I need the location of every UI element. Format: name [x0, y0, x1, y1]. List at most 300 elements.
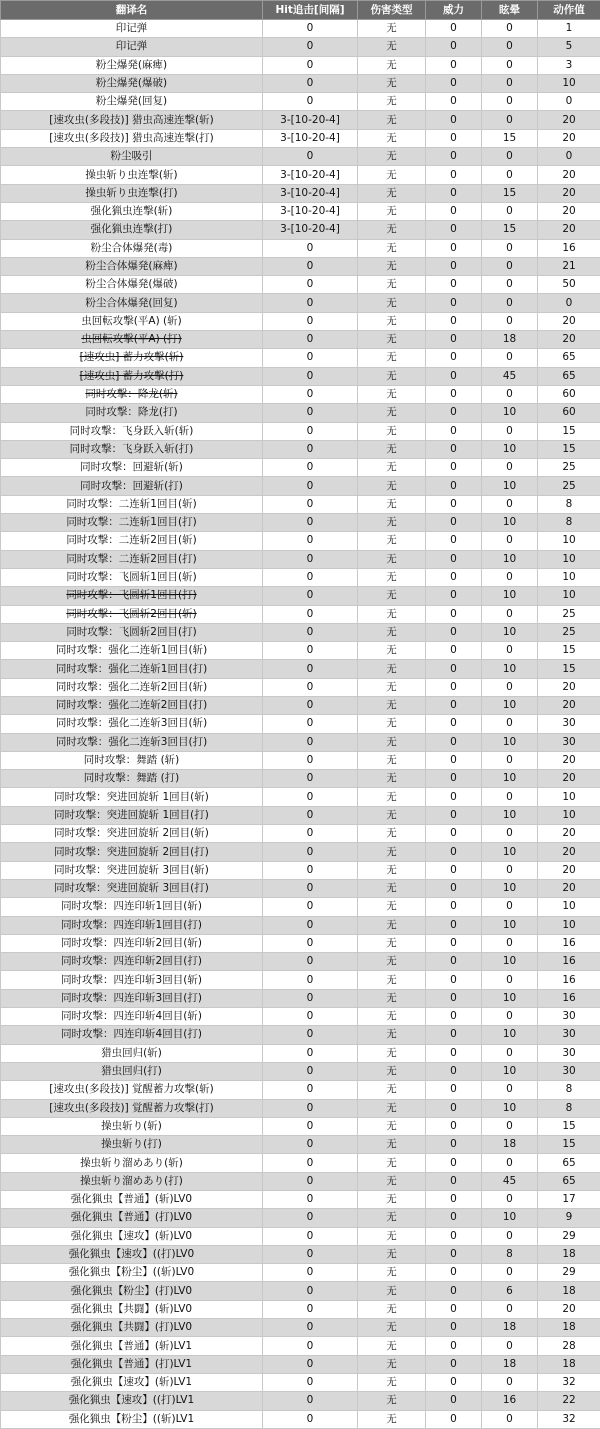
- cell-hit: 0: [263, 623, 358, 641]
- cell-name: [1, 550, 263, 568]
- cell-damage-type: 无: [358, 550, 426, 568]
- cell-name-text: 同时攻撃：四连印斩3回目(打): [61, 992, 202, 1004]
- cell-power: 0: [426, 385, 482, 403]
- cell-name-text: 同时攻撃：强化二连斩3回目(斩): [56, 717, 207, 729]
- cell-motion-value: 29: [538, 1264, 600, 1282]
- cell-damage-type: 无: [358, 934, 426, 952]
- cell-motion-value: 30: [538, 1008, 600, 1026]
- table-row: [1, 202, 600, 220]
- cell-name-text: 强化猟虫【普通】(打)LV1: [71, 1358, 192, 1370]
- cell-stun: 0: [482, 1044, 538, 1062]
- cell-stun: 15: [482, 221, 538, 239]
- cell-damage-type: 无: [358, 331, 426, 349]
- cell-name-text: 同时攻撃：二连斩2回目(打): [66, 553, 196, 565]
- table-row: [1, 1062, 600, 1080]
- cell-hit: 0: [263, 459, 358, 477]
- table-row: [1, 532, 600, 550]
- table-row: [1, 38, 600, 56]
- cell-hit: 0: [263, 422, 358, 440]
- table-row: [1, 514, 600, 532]
- table-row: [1, 1337, 600, 1355]
- cell-power: 0: [426, 1355, 482, 1373]
- col-header-damage-type: 伤害类型: [358, 1, 426, 20]
- cell-name-text: 强化猟虫【速攻】(斩)LV1: [71, 1376, 192, 1388]
- cell-name: [1, 221, 263, 239]
- cell-damage-type: 无: [358, 879, 426, 897]
- cell-name: [1, 532, 263, 550]
- cell-power: 0: [426, 1044, 482, 1062]
- cell-motion-value: 18: [538, 1282, 600, 1300]
- cell-name-text: 强化猟虫连撃(打): [91, 223, 173, 235]
- cell-stun: 10: [482, 514, 538, 532]
- cell-motion-value: 8: [538, 514, 600, 532]
- cell-stun: 0: [482, 1373, 538, 1391]
- cell-stun: 8: [482, 1245, 538, 1263]
- cell-power: 0: [426, 129, 482, 147]
- cell-name-text: 同时攻撃：强化二连斩3回目(打): [56, 736, 207, 748]
- cell-name-text: [速攻虫] 蓄力攻撃(打): [80, 370, 184, 382]
- cell-name-text: [速攻虫] 蓄力攻撃(斩): [80, 351, 184, 363]
- table-row: [1, 1392, 600, 1410]
- cell-power: 0: [426, 989, 482, 1007]
- cell-hit: 0: [263, 1117, 358, 1135]
- cell-name-text: 同时攻撃：四连印斩4回目(打): [61, 1028, 202, 1040]
- cell-motion-value: 0: [538, 93, 600, 111]
- cell-name: [1, 861, 263, 879]
- cell-name: [1, 953, 263, 971]
- cell-hit: 0: [263, 276, 358, 294]
- cell-stun: 10: [482, 587, 538, 605]
- cell-damage-type: 无: [358, 1008, 426, 1026]
- cell-damage-type: 无: [358, 1117, 426, 1135]
- cell-power: 0: [426, 239, 482, 257]
- cell-stun: 10: [482, 770, 538, 788]
- cell-stun: 0: [482, 239, 538, 257]
- cell-power: 0: [426, 1392, 482, 1410]
- cell-power: 0: [426, 770, 482, 788]
- cell-hit: 3-[10-20-4]: [263, 184, 358, 202]
- cell-stun: 10: [482, 843, 538, 861]
- table-row: [1, 843, 600, 861]
- table-body: [1, 20, 600, 1429]
- cell-name: [1, 751, 263, 769]
- cell-hit: 0: [263, 148, 358, 166]
- cell-name: [1, 605, 263, 623]
- cell-motion-value: 20: [538, 751, 600, 769]
- cell-stun: 10: [482, 440, 538, 458]
- cell-name: [1, 916, 263, 934]
- cell-damage-type: 无: [358, 1099, 426, 1117]
- cell-hit: 0: [263, 1300, 358, 1318]
- cell-name: [1, 934, 263, 952]
- cell-power: 0: [426, 422, 482, 440]
- cell-name-text: 强化猟虫连撃(斩): [91, 205, 173, 217]
- cell-motion-value: 0: [538, 294, 600, 312]
- cell-power: 0: [426, 1373, 482, 1391]
- cell-stun: 0: [482, 788, 538, 806]
- table-row: [1, 495, 600, 513]
- cell-name-text: 操虫斩り溜めあり(打): [80, 1175, 183, 1187]
- table-row: [1, 404, 600, 422]
- cell-motion-value: 65: [538, 1154, 600, 1172]
- cell-hit: 0: [263, 1172, 358, 1190]
- cell-motion-value: 10: [538, 550, 600, 568]
- cell-hit: 0: [263, 696, 358, 714]
- cell-hit: 0: [263, 257, 358, 275]
- cell-stun: 0: [482, 605, 538, 623]
- cell-name-text: [速攻虫(多段技)] 猎虫高速连撃(斩): [49, 114, 213, 126]
- cell-name: [1, 696, 263, 714]
- cell-hit: 0: [263, 843, 358, 861]
- cell-hit: 0: [263, 1227, 358, 1245]
- cell-name-text: 强化猟虫【粉尘】((斩)LV0: [69, 1266, 194, 1278]
- cell-name: [1, 1008, 263, 1026]
- cell-stun: 0: [482, 825, 538, 843]
- cell-motion-value: 20: [538, 1300, 600, 1318]
- table-row: [1, 1227, 600, 1245]
- cell-damage-type: 无: [358, 1300, 426, 1318]
- cell-name: [1, 989, 263, 1007]
- cell-name: [1, 568, 263, 586]
- cell-name: [1, 1172, 263, 1190]
- cell-stun: 0: [482, 642, 538, 660]
- cell-motion-value: 30: [538, 1044, 600, 1062]
- cell-hit: 0: [263, 477, 358, 495]
- cell-name-text: 印记弹: [116, 40, 148, 52]
- cell-name-text: [速攻虫(多段技)] 猎虫高速连撃(打): [49, 132, 213, 144]
- cell-name: [1, 129, 263, 147]
- cell-stun: 10: [482, 550, 538, 568]
- cell-name-text: 强化猟虫【共闘】(斩)LV0: [71, 1303, 192, 1315]
- cell-power: 0: [426, 1136, 482, 1154]
- cell-hit: 0: [263, 1355, 358, 1373]
- cell-power: 0: [426, 696, 482, 714]
- cell-name: [1, 331, 263, 349]
- cell-name: [1, 1099, 263, 1117]
- table-row: [1, 367, 600, 385]
- table-row: [1, 1136, 600, 1154]
- cell-name: [1, 879, 263, 897]
- cell-damage-type: 无: [358, 1191, 426, 1209]
- table-row: [1, 111, 600, 129]
- cell-power: 0: [426, 1081, 482, 1099]
- cell-power: 0: [426, 1062, 482, 1080]
- cell-hit: 0: [263, 331, 358, 349]
- cell-motion-value: 30: [538, 715, 600, 733]
- cell-power: 0: [426, 879, 482, 897]
- cell-name: [1, 312, 263, 330]
- table-row: [1, 221, 600, 239]
- cell-power: 0: [426, 331, 482, 349]
- cell-stun: 0: [482, 257, 538, 275]
- cell-power: 0: [426, 1227, 482, 1245]
- cell-stun: 0: [482, 1337, 538, 1355]
- cell-stun: 0: [482, 93, 538, 111]
- cell-hit: 0: [263, 733, 358, 751]
- cell-name: [1, 477, 263, 495]
- cell-stun: 0: [482, 678, 538, 696]
- cell-name: [1, 385, 263, 403]
- table-row: [1, 1044, 600, 1062]
- cell-power: 0: [426, 1026, 482, 1044]
- table-row: [1, 1355, 600, 1373]
- cell-name: [1, 257, 263, 275]
- cell-damage-type: 无: [358, 989, 426, 1007]
- cell-motion-value: 20: [538, 825, 600, 843]
- table-row: [1, 733, 600, 751]
- table-row: [1, 56, 600, 74]
- cell-name-text: 操虫斩り(打): [101, 1138, 162, 1150]
- cell-damage-type: 无: [358, 953, 426, 971]
- cell-damage-type: 无: [358, 148, 426, 166]
- table-row: [1, 806, 600, 824]
- cell-name: [1, 1373, 263, 1391]
- cell-power: 0: [426, 751, 482, 769]
- cell-hit: 0: [263, 1099, 358, 1117]
- cell-name-text: 同时攻撃：回避斩(打): [80, 480, 183, 492]
- cell-name-text: 同时攻撃：飞圆斩1回目(斩): [66, 571, 196, 583]
- cell-motion-value: 16: [538, 971, 600, 989]
- cell-damage-type: 无: [358, 1264, 426, 1282]
- table-row: [1, 166, 600, 184]
- cell-power: 0: [426, 202, 482, 220]
- cell-power: 0: [426, 312, 482, 330]
- cell-hit: 0: [263, 495, 358, 513]
- cell-hit: 0: [263, 385, 358, 403]
- cell-stun: 0: [482, 276, 538, 294]
- cell-hit: 0: [263, 312, 358, 330]
- cell-name: [1, 1044, 263, 1062]
- table-row: [1, 440, 600, 458]
- cell-hit: 0: [263, 294, 358, 312]
- table-row: [1, 477, 600, 495]
- cell-stun: 0: [482, 1227, 538, 1245]
- col-header-hit: Hit追击[间隔]: [263, 1, 358, 20]
- cell-stun: 0: [482, 385, 538, 403]
- cell-motion-value: 10: [538, 916, 600, 934]
- cell-damage-type: 无: [358, 74, 426, 92]
- cell-motion-value: 16: [538, 989, 600, 1007]
- cell-motion-value: 50: [538, 276, 600, 294]
- table-row: [1, 1154, 600, 1172]
- cell-motion-value: 18: [538, 1355, 600, 1373]
- cell-damage-type: 无: [358, 825, 426, 843]
- cell-motion-value: 20: [538, 202, 600, 220]
- cell-hit: 0: [263, 1245, 358, 1263]
- cell-stun: 10: [482, 879, 538, 897]
- cell-stun: 0: [482, 495, 538, 513]
- cell-name-text: 强化猟虫【普通】(斩)LV0: [71, 1193, 192, 1205]
- table-row: [1, 385, 600, 403]
- cell-name: [1, 1410, 263, 1428]
- cell-stun: 10: [482, 404, 538, 422]
- cell-damage-type: 无: [358, 349, 426, 367]
- cell-hit: 0: [263, 934, 358, 952]
- cell-motion-value: 20: [538, 678, 600, 696]
- table-row: [1, 898, 600, 916]
- cell-power: 0: [426, 971, 482, 989]
- cell-stun: 0: [482, 312, 538, 330]
- cell-damage-type: 无: [358, 971, 426, 989]
- cell-hit: 0: [263, 1154, 358, 1172]
- cell-name: [1, 239, 263, 257]
- cell-name-text: 操虫斩り虫连撃(打): [85, 187, 177, 199]
- cell-name: [1, 587, 263, 605]
- col-header-power: 威力: [426, 1, 482, 20]
- cell-stun: 10: [482, 1062, 538, 1080]
- cell-name-text: 粉尘合体爆発(麻痺): [85, 260, 177, 272]
- cell-stun: 6: [482, 1282, 538, 1300]
- cell-damage-type: 无: [358, 1373, 426, 1391]
- cell-name-text: 同时攻撃：飞身跃入斩(斩): [70, 425, 194, 437]
- cell-damage-type: 无: [358, 1062, 426, 1080]
- cell-hit: 0: [263, 879, 358, 897]
- cell-motion-value: 25: [538, 459, 600, 477]
- cell-motion-value: 10: [538, 587, 600, 605]
- cell-damage-type: 无: [358, 605, 426, 623]
- cell-damage-type: 无: [358, 385, 426, 403]
- cell-power: 0: [426, 806, 482, 824]
- cell-power: 0: [426, 276, 482, 294]
- cell-hit: 3-[10-20-4]: [263, 166, 358, 184]
- cell-name: [1, 495, 263, 513]
- cell-hit: 0: [263, 404, 358, 422]
- table-row: [1, 349, 600, 367]
- cell-stun: 0: [482, 971, 538, 989]
- cell-damage-type: 无: [358, 715, 426, 733]
- cell-name-text: 强化猟虫【粉尘】((斩)LV1: [69, 1413, 194, 1425]
- col-header-motion-value: 动作值: [538, 1, 600, 20]
- cell-name: [1, 1264, 263, 1282]
- cell-power: 0: [426, 294, 482, 312]
- cell-stun: 0: [482, 1008, 538, 1026]
- cell-hit: 0: [263, 1081, 358, 1099]
- cell-name-text: 同时攻撃：回避斩(斩): [80, 461, 183, 473]
- cell-name: [1, 1392, 263, 1410]
- cell-power: 0: [426, 74, 482, 92]
- table-row: [1, 550, 600, 568]
- cell-damage-type: 无: [358, 696, 426, 714]
- cell-name: [1, 294, 263, 312]
- cell-motion-value: 22: [538, 1392, 600, 1410]
- cell-name-text: 同时攻撃：突进回旋斩 1回目(斩): [54, 791, 209, 803]
- cell-damage-type: 无: [358, 898, 426, 916]
- cell-power: 0: [426, 898, 482, 916]
- cell-hit: 3-[10-20-4]: [263, 129, 358, 147]
- cell-name: [1, 422, 263, 440]
- cell-power: 0: [426, 1337, 482, 1355]
- cell-name-text: 同时攻撃：突进回旋斩 3回目(斩): [54, 864, 209, 876]
- cell-motion-value: 65: [538, 367, 600, 385]
- cell-stun: 10: [482, 660, 538, 678]
- cell-hit: 0: [263, 38, 358, 56]
- table-row: [1, 568, 600, 586]
- table-row: [1, 257, 600, 275]
- table-row: [1, 1209, 600, 1227]
- cell-motion-value: 65: [538, 1172, 600, 1190]
- cell-power: 0: [426, 642, 482, 660]
- cell-hit: 0: [263, 1209, 358, 1227]
- cell-power: 0: [426, 1264, 482, 1282]
- cell-name: [1, 1245, 263, 1263]
- cell-power: 0: [426, 148, 482, 166]
- cell-hit: 0: [263, 806, 358, 824]
- cell-stun: 18: [482, 1355, 538, 1373]
- table-row: [1, 770, 600, 788]
- cell-name: [1, 1062, 263, 1080]
- cell-damage-type: 无: [358, 568, 426, 586]
- cell-name: [1, 1026, 263, 1044]
- cell-damage-type: 无: [358, 1319, 426, 1337]
- cell-hit: 3-[10-20-4]: [263, 221, 358, 239]
- cell-motion-value: 5: [538, 38, 600, 56]
- cell-name: [1, 642, 263, 660]
- table-row: [1, 879, 600, 897]
- cell-motion-value: 10: [538, 568, 600, 586]
- cell-motion-value: 8: [538, 1099, 600, 1117]
- cell-name: [1, 459, 263, 477]
- cell-name-text: 强化猟虫【粉尘】(打)LV0: [71, 1285, 192, 1297]
- cell-hit: 0: [263, 642, 358, 660]
- cell-damage-type: 无: [358, 477, 426, 495]
- cell-motion-value: 32: [538, 1373, 600, 1391]
- cell-damage-type: 无: [358, 294, 426, 312]
- cell-name: [1, 1136, 263, 1154]
- cell-stun: 18: [482, 1319, 538, 1337]
- cell-hit: 0: [263, 1026, 358, 1044]
- cell-stun: 10: [482, 953, 538, 971]
- cell-name-text: 强化猟虫【共闘】(打)LV0: [71, 1321, 192, 1333]
- cell-name-text: 同时攻撃：二连斩2回目(斩): [66, 534, 196, 546]
- cell-power: 0: [426, 56, 482, 74]
- cell-motion-value: 30: [538, 1026, 600, 1044]
- cell-power: 0: [426, 495, 482, 513]
- cell-name-text: 同时攻撃：突进回旋斩 2回目(打): [54, 846, 209, 858]
- cell-power: 0: [426, 1300, 482, 1318]
- cell-motion-value: 25: [538, 623, 600, 641]
- cell-motion-value: 20: [538, 166, 600, 184]
- cell-damage-type: 无: [358, 459, 426, 477]
- cell-name-text: 印记弹: [116, 22, 148, 34]
- cell-stun: 0: [482, 74, 538, 92]
- cell-stun: 0: [482, 1117, 538, 1135]
- cell-name-text: 同时攻撃：飞圆斩2回目(打): [66, 626, 196, 638]
- cell-name: [1, 56, 263, 74]
- cell-name: [1, 1117, 263, 1135]
- cell-name: [1, 1081, 263, 1099]
- cell-power: 0: [426, 221, 482, 239]
- cell-hit: 0: [263, 56, 358, 74]
- cell-hit: 0: [263, 1282, 358, 1300]
- cell-damage-type: 无: [358, 1337, 426, 1355]
- cell-damage-type: 无: [358, 642, 426, 660]
- cell-name-text: 同时攻撃：降龙(打): [85, 406, 177, 418]
- cell-name-text: 同时攻撃：强化二连斩1回目(打): [56, 663, 207, 675]
- cell-stun: 10: [482, 989, 538, 1007]
- cell-name: [1, 1319, 263, 1337]
- cell-motion-value: 65: [538, 349, 600, 367]
- cell-power: 0: [426, 1172, 482, 1190]
- cell-power: 0: [426, 1209, 482, 1227]
- cell-stun: 0: [482, 111, 538, 129]
- cell-motion-value: 18: [538, 1245, 600, 1263]
- cell-power: 0: [426, 678, 482, 696]
- cell-hit: 0: [263, 1410, 358, 1428]
- cell-stun: 10: [482, 623, 538, 641]
- table-row: [1, 1117, 600, 1135]
- cell-name-text: 强化猟虫【速攻】((打)LV0: [69, 1248, 194, 1260]
- cell-name-text: 强化猟虫【速攻】((打)LV1: [69, 1394, 194, 1406]
